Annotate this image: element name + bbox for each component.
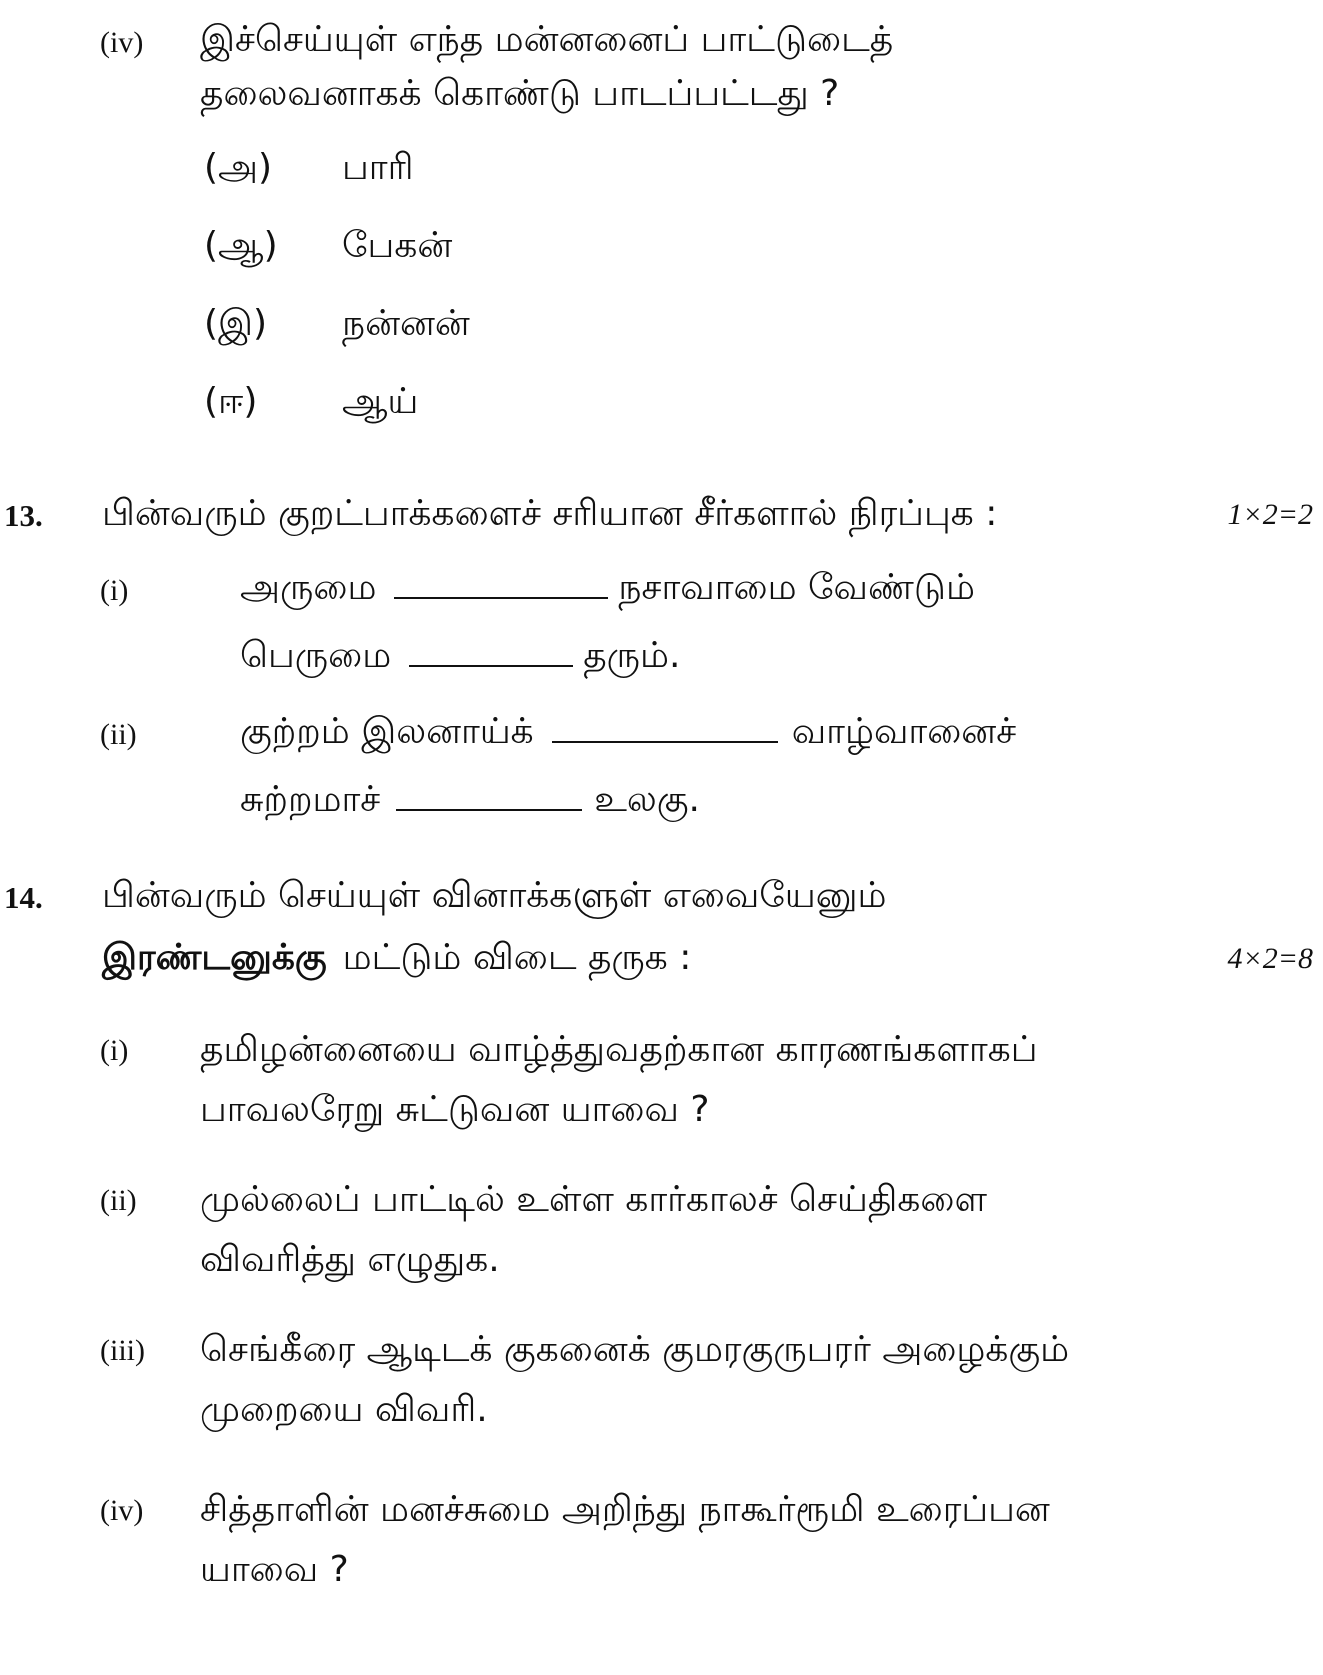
question-text-line2: தலைவனாகக் கொண்டு பாடப்பட்டது ?	[200, 73, 840, 114]
sub-question-label: (iii)	[100, 1334, 145, 1367]
option-label-ii: (ஈ)	[204, 381, 258, 422]
fill-blank[interactable]	[396, 808, 582, 811]
sub-question-label: (iv)	[100, 1494, 144, 1527]
sub-question-text-line1: தமிழன்னையை வாழ்த்துவதற்கான காரணங்களாகப்	[200, 1029, 1038, 1070]
couplet-text: நசாவாமை வேண்டும்	[618, 567, 975, 608]
question-prompt-line1: பின்வரும் செய்யுள் வினாக்களுள் எவையேனும்	[102, 875, 887, 916]
sub-question-text-line2: விவரித்து எழுதுக.	[200, 1239, 500, 1280]
question-number: 13.	[4, 498, 43, 533]
option-text-i: நன்னன்	[342, 303, 470, 344]
question-text-line1: இச்செய்யுள் எந்த மன்னனைப் பாட்டுடைத்	[200, 19, 894, 60]
couplet-text: தரும்.	[583, 635, 681, 676]
fill-blank[interactable]	[552, 740, 778, 743]
couplet-text: பெருமை	[240, 635, 392, 676]
option-text-ii: ஆய்	[342, 381, 419, 422]
option-label-i: (இ)	[204, 303, 268, 344]
sub-question-text-line2: முறையை விவரி.	[200, 1389, 488, 1430]
option-text-a: பாரி	[342, 147, 414, 188]
sub-question-label: (ii)	[100, 718, 137, 751]
couplet-text: உலகு.	[594, 779, 700, 820]
couplet-line-1	[240, 567, 975, 608]
option-text-aa: பேகன்	[342, 225, 453, 266]
option-label-a: (அ)	[204, 147, 273, 188]
sub-question-label: (i)	[100, 1034, 129, 1067]
emphasis-text: இரண்டனுக்கு	[102, 937, 327, 978]
sub-question-text-line1: சித்தாளின் மனச்சுமை அறிந்து நாகூர்ரூமி உரைப்பன	[200, 1489, 1050, 1530]
sub-question-text-line1: செங்கீரை ஆடிடக் குகனைக் குமரகுருபரர் அழைக்கும்	[200, 1329, 1070, 1370]
sub-question-label: (i)	[100, 574, 129, 607]
sub-question-text-line1: முல்லைப் பாட்டில் உள்ள கார்காலச் செய்திகளை	[200, 1179, 987, 1220]
question-prompt-line2	[102, 937, 692, 978]
couplet-line-2	[240, 635, 681, 676]
marks-allocation: 1×2=2	[1227, 498, 1313, 531]
couplet-text: குற்றம் இலனாய்க்	[240, 711, 534, 752]
fill-blank[interactable]	[409, 664, 573, 667]
sub-question-label: (iv)	[100, 26, 144, 59]
question-number: 14.	[4, 880, 43, 915]
prompt-text: மட்டும் விடை தருக :	[342, 937, 692, 978]
couplet-line-2	[240, 779, 700, 820]
sub-question-text-line2: யாவை ?	[200, 1549, 349, 1590]
marks-allocation: 4×2=8	[1227, 942, 1313, 975]
couplet-line-1	[240, 711, 1017, 752]
sub-question-text-line2: பாவலரேறு சுட்டுவன யாவை ?	[200, 1089, 710, 1130]
couplet-text: சுற்றமாச்	[240, 779, 381, 820]
question-prompt: பின்வரும் குறட்பாக்களைச் சரியான சீர்களால் நிரப்புக :	[102, 493, 998, 534]
option-label-aa: (ஆ)	[204, 225, 278, 266]
sub-question-label: (ii)	[100, 1184, 137, 1217]
fill-blank[interactable]	[394, 596, 608, 599]
couplet-text: வாழ்வானைச்	[791, 711, 1017, 752]
couplet-text: அருமை	[240, 567, 377, 608]
